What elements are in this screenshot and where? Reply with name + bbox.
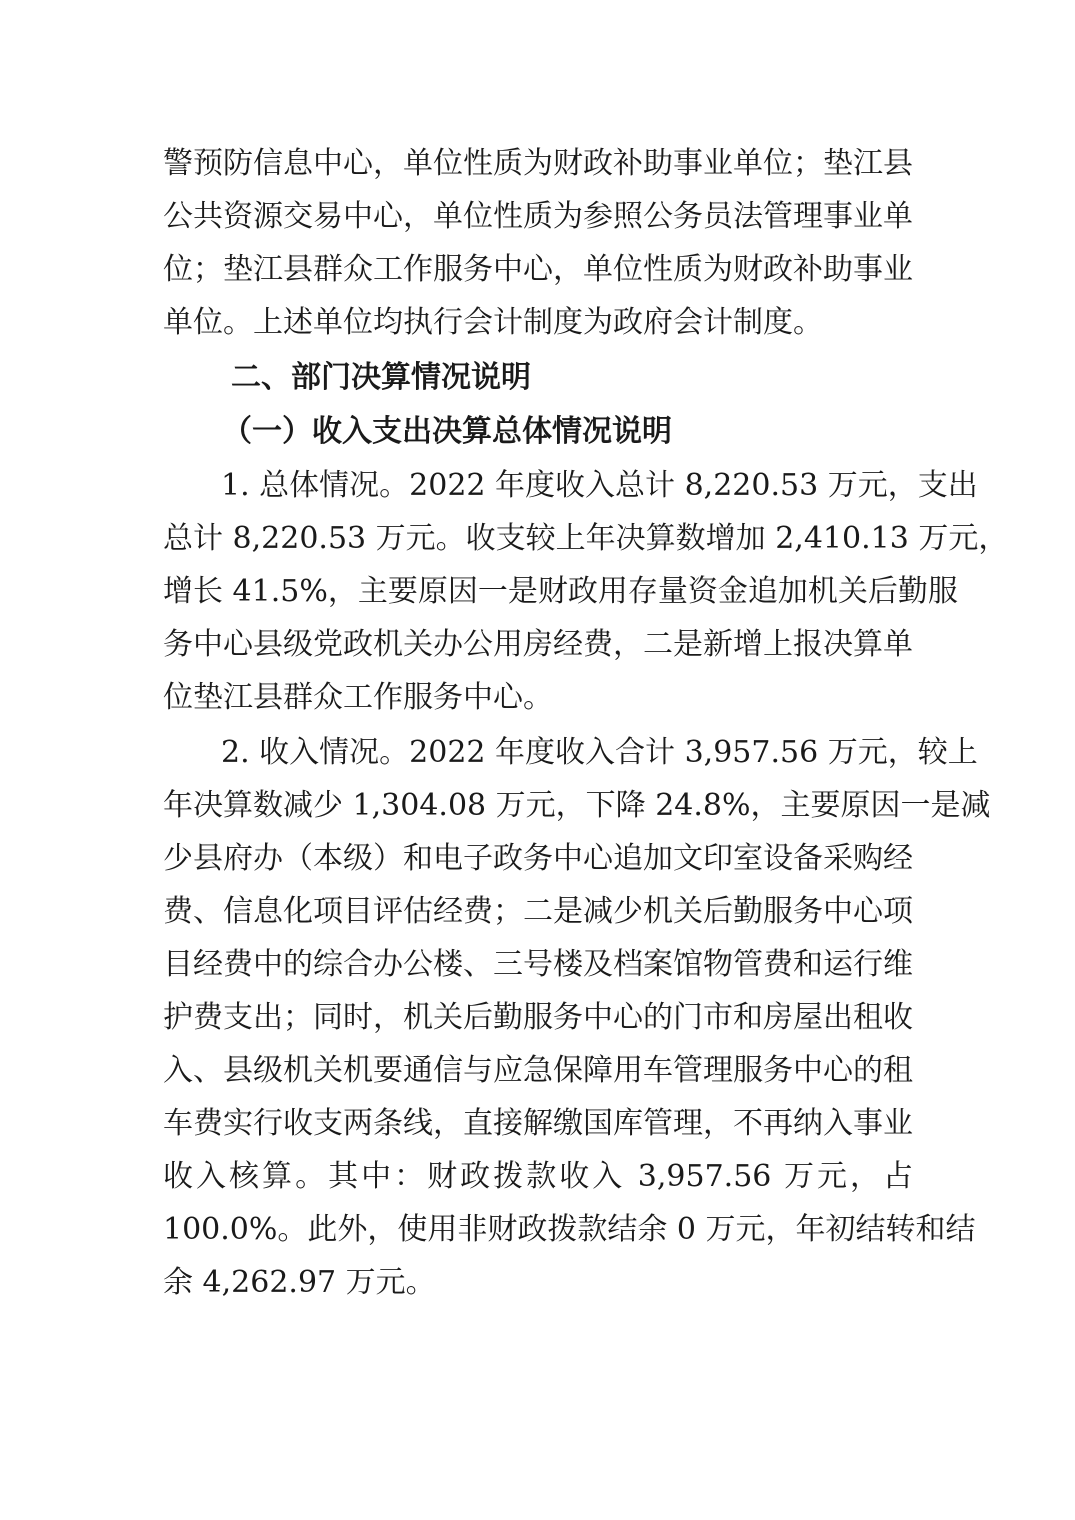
intro-line-4: 单位。上述单位均执行会计制度为政府会计制度。 bbox=[163, 305, 823, 340]
para1-line-2: 总计 8,220.53 万元。收支较上年决算数增加 2,410.13 万元， bbox=[163, 521, 1009, 556]
para1-line-4: 务中心县级党政机关办公用房经费，二是新增上报决算单 bbox=[163, 627, 913, 662]
para2-line-7: 入、县级机关机要通信与应急保障用车管理服务中心的租 bbox=[163, 1053, 913, 1088]
para1-line-5: 位垫江县群众工作服务中心。 bbox=[163, 680, 553, 715]
intro-line-1: 警预防信息中心，单位性质为财政补助事业单位；垫江县 bbox=[163, 146, 913, 181]
para1-line-3: 增长 41.5%，主要原因一是财政用存量资金追加机关后勤服 bbox=[163, 574, 958, 609]
para2-line-5: 目经费中的综合办公楼、三号楼及档案馆物管费和运行维 bbox=[163, 947, 913, 982]
para1-line-1: 1. 总体情况。2022 年度收入总计 8,220.53 万元，支出 bbox=[221, 468, 978, 503]
intro-line-2: 公共资源交易中心，单位性质为参照公务员法管理事业单 bbox=[163, 199, 913, 234]
para2-line-6: 护费支出；同时，机关后勤服务中心的门市和房屋出租收 bbox=[163, 1000, 913, 1035]
para2-line-2: 年决算数减少 1,304.08 万元，下降 24.8%，主要原因一是减 bbox=[163, 788, 991, 823]
para2-line-11: 余 4,262.97 万元。 bbox=[163, 1265, 436, 1300]
intro-line-3: 位；垫江县群众工作服务中心，单位性质为财政补助事业 bbox=[163, 252, 913, 287]
para2-line-4: 费、信息化项目评估经费；二是减少机关后勤服务中心项 bbox=[163, 894, 913, 929]
section-heading: 二、部门决算情况说明 bbox=[231, 360, 531, 395]
para2-line-8: 车费实行收支两条线，直接解缴国库管理，不再纳入事业 bbox=[163, 1106, 913, 1141]
para2-line-3: 少县府办（本级）和电子政务中心追加文印室设备采购经 bbox=[163, 841, 913, 876]
para2-line-10: 100.0%。此外，使用非财政拨款结余 0 万元，年初结转和结 bbox=[163, 1212, 976, 1247]
subsection-heading: （一）收入支出决算总体情况说明 bbox=[222, 414, 672, 449]
para2-line-9: 收入核算。其中：财政拨款收入 3,957.56 万元，占 bbox=[163, 1159, 913, 1194]
para2-line-1: 2. 收入情况。2022 年度收入合计 3,957.56 万元，较上 bbox=[221, 735, 978, 770]
